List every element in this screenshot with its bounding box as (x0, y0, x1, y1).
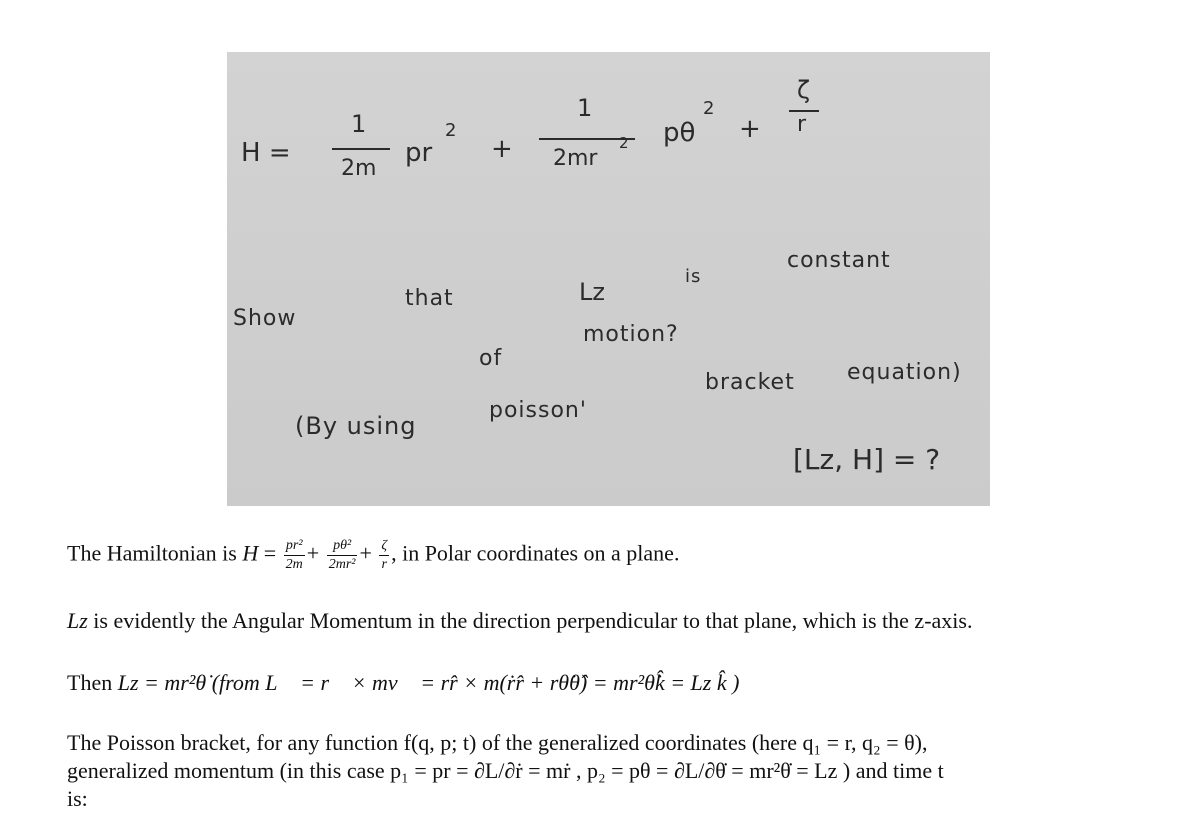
poisson-line-1: The Poisson bracket, for any function f(q, p; t) of the generalized coordinates (here q₁ = r, q₂ = θ), (67, 730, 928, 755)
line1-post: , in Polar coordinates on a plane. (391, 540, 680, 566)
line1-frac3-den: r (381, 557, 387, 573)
hw-motion: motion? (583, 322, 679, 347)
line1-h: H (242, 540, 259, 566)
hw-term2: pθ (663, 118, 696, 148)
poisson-line-2: generalized momentum (in this case p₁ = pr = ∂L/∂ṙ = mṙ , p₂ = pθ = ∂L/∂θ̇ = mr²θ̇ = Lz ) and time t (67, 758, 944, 783)
lz-definition-line (67, 670, 739, 695)
hw-lz: Lz (579, 278, 605, 306)
hw-frac2-den-exp: 2 (619, 134, 629, 152)
hw-frac2-den: 2mr (553, 146, 598, 171)
line1-frac1-den: 2m (285, 557, 303, 573)
line3-paren: (from L⃗ = r⃗ × mv⃗ = rr̂ × m(ṙr̂ + rθ̇θ̂) = mr²θ̇k̂ = Lz k̂ ) (206, 670, 740, 695)
hw-that: that (405, 286, 454, 311)
hw-frac1-den: 2m (341, 156, 377, 181)
line2-lz: Lz (67, 608, 88, 633)
hw-constant: constant (787, 248, 891, 273)
line1-frac1 (284, 538, 305, 573)
hw-is: is (685, 266, 702, 287)
hw-equation: equation) (847, 360, 962, 385)
hw-frac2-num: 1 (577, 94, 593, 122)
line1-frac2-num: pθ² (327, 538, 358, 556)
line3-math: Lz = mr²θ̇ (117, 670, 207, 695)
hw-bracket: bracket (705, 370, 795, 395)
line1-frac2-den: 2mr² (328, 557, 356, 573)
handwritten-photo (227, 52, 990, 506)
hw-frac3-den: r (797, 112, 807, 137)
hw-frac3-num: ζ (797, 76, 811, 104)
line1-eq: = (258, 540, 282, 566)
hw-term2-exp: 2 (703, 98, 715, 119)
hw-frac1-num: 1 (351, 110, 367, 138)
hw-commutator: [Lz, H] = ? (793, 443, 941, 476)
line1-plus1: + (306, 540, 320, 566)
line1-frac3-num: ζ (379, 538, 389, 556)
hw-term1-exp: 2 (445, 120, 457, 141)
line1-pre: The Hamiltonian is (67, 540, 237, 566)
line1-frac1-num: pr² (284, 538, 305, 556)
hw-eq-lhs: H = (241, 138, 291, 168)
hw-plus2: + (739, 114, 761, 144)
hw-frac1-bar (332, 148, 390, 150)
line1-plus2: + (359, 540, 372, 566)
poisson-line-3: is: (67, 786, 88, 811)
line2-rest: is evidently the Angular Momentum in the direction perpendicular to that plane, which is the z-axis. (87, 608, 973, 633)
hw-show: Show (233, 306, 297, 331)
hamiltonian-line (67, 538, 679, 573)
hw-term1: pr (405, 138, 433, 168)
hw-poisson: poisson' (489, 398, 587, 423)
angular-momentum-line (67, 608, 972, 633)
hw-of: of (479, 346, 503, 371)
line3-pre: Then (67, 670, 118, 695)
line1-frac3 (379, 538, 389, 573)
line1-frac2 (327, 538, 358, 573)
hw-by-using: (By using (295, 412, 417, 440)
hw-plus1: + (491, 134, 513, 164)
